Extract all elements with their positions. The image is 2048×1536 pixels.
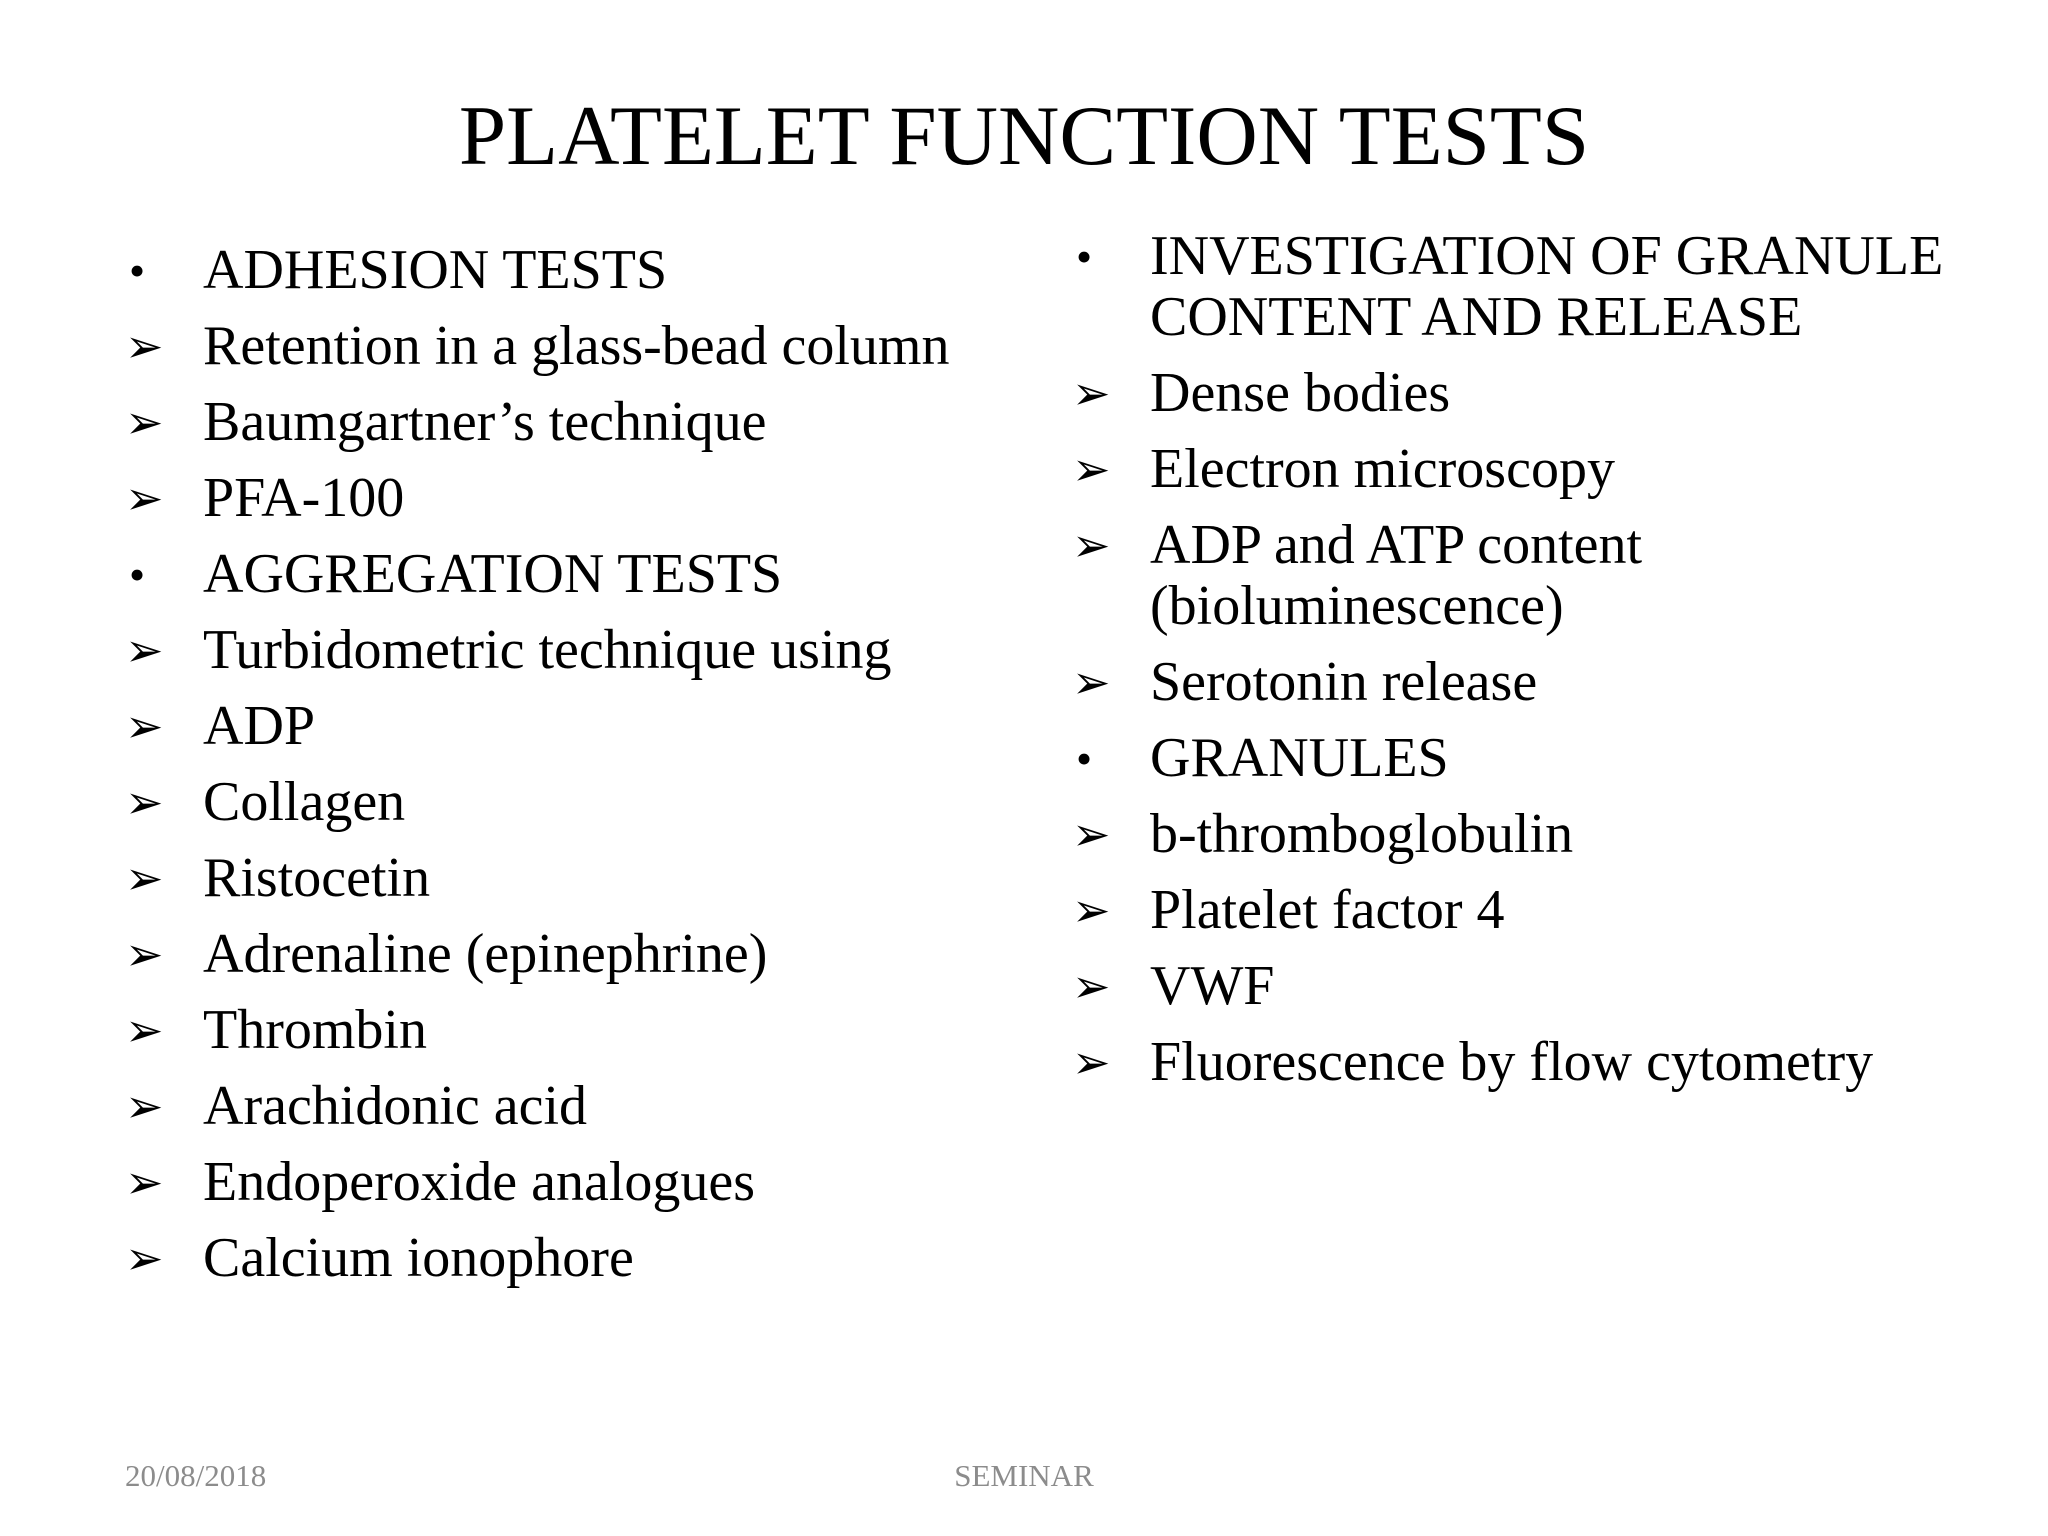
- list-item-text: AGGREGATION TESTS: [203, 543, 783, 605]
- bullet-icon: •: [129, 245, 146, 296]
- list-item-text: Arachidonic acid: [203, 1075, 588, 1137]
- list-item-text: Fluorescence by flow cytometry: [1150, 1031, 1874, 1093]
- list-item: [125, 316, 1015, 377]
- arrow-bullet-icon: ➢: [1072, 368, 1111, 419]
- list-item: [1072, 1032, 2012, 1093]
- arrow-bullet-icon: ➢: [1072, 657, 1111, 708]
- list-item: [1072, 804, 2012, 865]
- list-item-text: Platelet factor 4: [1150, 879, 1505, 941]
- bullet-icon: •: [1076, 733, 1093, 784]
- list-item-text: Adrenaline (epinephrine): [203, 923, 768, 985]
- list-item-text: ADP and ATP content (bioluminescence): [1150, 514, 1643, 637]
- bullet-icon: •: [129, 549, 146, 600]
- arrow-bullet-icon: ➢: [125, 1233, 164, 1284]
- list-item-text: Retention in a glass-bead column: [203, 315, 950, 377]
- list-item-text: PFA-100: [203, 467, 405, 529]
- list-item: [125, 924, 1015, 985]
- arrow-bullet-icon: ➢: [125, 397, 164, 448]
- list-item: [1072, 956, 2012, 1017]
- list-item-text: ADHESION TESTS: [203, 239, 668, 301]
- list-item: [125, 1076, 1015, 1137]
- list-item-text: Calcium ionophore: [203, 1227, 634, 1289]
- list-item: [1072, 226, 2012, 348]
- list-item: [125, 620, 1015, 681]
- list-item-text: VWF: [1150, 955, 1275, 1017]
- arrow-bullet-icon: ➢: [125, 777, 164, 828]
- left-column-list: [125, 240, 1015, 1304]
- arrow-bullet-icon: ➢: [1072, 809, 1111, 860]
- list-item-text: Electron microscopy: [1150, 438, 1615, 500]
- list-item-text: Dense bodies: [1150, 362, 1451, 424]
- arrow-bullet-icon: ➢: [125, 625, 164, 676]
- list-item-text: Thrombin: [203, 999, 427, 1061]
- arrow-bullet-icon: ➢: [125, 1081, 164, 1132]
- slide-title: PLATELET FUNCTION TESTS: [458, 89, 1590, 183]
- list-item: [1072, 652, 2012, 713]
- list-item: [125, 848, 1015, 909]
- list-item-text: Turbidometric technique using: [203, 619, 892, 681]
- list-item: [125, 1152, 1015, 1213]
- list-item-text: INVESTIGATION OF GRANULE CONTENT AND RELEASE: [1150, 225, 1944, 348]
- list-item: [1072, 880, 2012, 941]
- arrow-bullet-icon: ➢: [125, 929, 164, 980]
- right-column-list: [1072, 226, 2012, 1108]
- list-item-text: Endoperoxide analogues: [203, 1151, 756, 1213]
- list-item: [125, 1000, 1015, 1061]
- list-item: [1072, 439, 2012, 500]
- bullet-icon: •: [1076, 231, 1093, 282]
- arrow-bullet-icon: ➢: [125, 321, 164, 372]
- list-item-text: Ristocetin: [203, 847, 431, 909]
- list-item: [125, 468, 1015, 529]
- list-item-text: Collagen: [203, 771, 406, 833]
- list-item: [125, 696, 1015, 757]
- arrow-bullet-icon: ➢: [1072, 1037, 1111, 1088]
- arrow-bullet-icon: ➢: [125, 473, 164, 524]
- list-item-text: ADP: [203, 695, 316, 757]
- arrow-bullet-icon: ➢: [125, 701, 164, 752]
- list-item: [1072, 728, 2012, 789]
- arrow-bullet-icon: ➢: [1072, 961, 1111, 1012]
- list-item: [125, 772, 1015, 833]
- list-item-text: Serotonin release: [1150, 651, 1538, 713]
- list-item: [1072, 363, 2012, 424]
- footer-label: SEMINAR: [954, 1458, 1094, 1493]
- list-item-text: Baumgartner’s technique: [203, 391, 767, 453]
- arrow-bullet-icon: ➢: [125, 1005, 164, 1056]
- arrow-bullet-icon: ➢: [1072, 520, 1111, 571]
- list-item: [125, 240, 1015, 301]
- list-item: [125, 392, 1015, 453]
- arrow-bullet-icon: ➢: [1072, 885, 1111, 936]
- footer-date: 20/08/2018: [125, 1458, 267, 1493]
- list-item: [1072, 515, 2012, 637]
- list-item: [125, 544, 1015, 605]
- arrow-bullet-icon: ➢: [125, 1157, 164, 1208]
- list-item-text: b-thromboglobulin: [1150, 803, 1574, 865]
- arrow-bullet-icon: ➢: [1072, 444, 1111, 495]
- list-item: [125, 1228, 1015, 1289]
- arrow-bullet-icon: ➢: [125, 853, 164, 904]
- list-item-text: GRANULES: [1150, 727, 1449, 789]
